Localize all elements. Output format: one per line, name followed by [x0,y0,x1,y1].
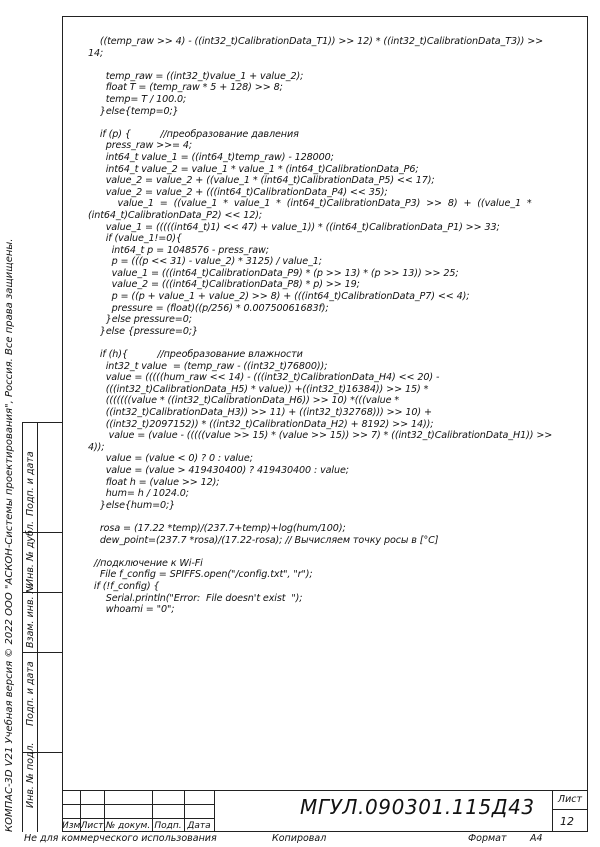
code-line: if (value_1!=0){ [88,233,182,245]
title-block [62,790,588,832]
code-line: //подключение к Wi-Fi [88,557,203,569]
code-line: value = (((((hum_raw << 14) - (((int32_t)CalibrationData_H4) << 20) - [88,372,440,384]
code-line: dew_point=(237.7 *rosa)/(17.22-rosa); // Вычисляем точку росы в [°C] [88,534,439,546]
col-doc: № докум. [105,821,151,831]
col-date: Дата [187,821,211,831]
document-number: МГУЛ.090301.115Д43 [300,795,535,819]
label-vzam-inv: Взам. инв. № [25,583,36,648]
code-line: Serial.println("Error: File doesn't exist "); [88,592,303,604]
code-line: temp= T / 100.0; [88,93,187,105]
code-line: value_2 = value_2 + (((int64_t)CalibrationData_P4) << 35); [88,186,388,198]
code-line: whoami = "0"; [88,604,175,616]
code-line: if (h){ //преобразование влажности [88,349,303,361]
code-line: (((int32_t)CalibrationData_H5) * value)) +((int32_t)16384)) >> 15) * [88,383,429,395]
code-line: }else{hum=0;} [88,499,176,511]
code-line: value_2 = (((int64_t)CalibrationData_P8) * p) >> 19; [88,279,360,291]
sheet-label: Лист [557,794,582,805]
code-line: hum= h / 1024.0; [88,488,189,500]
code-line: }else pressure=0; [88,314,192,326]
code-line: int64_t p = 1048576 - press_raw; [88,244,269,256]
label-inv-podl: Инв. № подл. [25,742,36,808]
col-sign: Подп. [154,821,182,831]
code-line: if (p) { //преобразование давления [88,128,299,140]
code-line: value = (value < 0) ? 0 : value; [88,453,253,465]
code-line: pressure = (float)((p/256) * 0.00750061683f); [88,302,329,314]
footer-noncommercial: Не для коммерческого использования [24,833,217,844]
code-line: int64_t value_1 = ((int64_t)temp_raw) - 128000; [88,151,334,163]
code-line: ((int32_t)2097152)) * ((int32_t)CalibrationData_H2) + 8192) >> 14)); [88,418,434,430]
footer-format-label: Формат [468,833,507,844]
code-line: ((int32_t)CalibrationData_H3)) >> 11) + ((int32_t)32768))) >> 10) + [88,407,432,418]
sheet-number: 12 [560,815,574,828]
strip-divider [37,423,38,832]
code-line: int64_t value_2 = value_1 * value_1 * (int64_t)CalibrationData_P6; [88,163,419,175]
copyright-text: КОМПАС-3D V21 Учебная версия © 2022 ООО "АСКОН-Системы проектирования", Россия. Все права защищены. [4,238,15,832]
code-line: p = ((p + value_1 + value_2) >> 8) + (((int64_t)CalibrationData_P7) << 4); [88,291,470,303]
code-line: int32_t value = (temp_raw - ((int32_t)76800)); [88,360,328,372]
code-listing [88,36,572,616]
footer-copied: Копировал [272,833,327,844]
code-line: rosa = (17.22 *temp)/(237.7+temp)+log(hum/100); [88,522,346,534]
code-line: 14; [88,47,104,59]
col-izm: Изм. [62,821,84,831]
footer-format-value: А4 [530,833,543,844]
code-line: float T = (temp_raw * 5 + 128) >> 8; [88,82,283,94]
code-line: value_1 = (((int64_t)CalibrationData_P9) * (p >> 13) * (p >> 13)) >> 25; [88,267,459,279]
code-line: (int64_t)CalibrationData_P2) << 12); [88,209,263,221]
code-line: value_1 = ((value_1 * value_1 * (int64_t)CalibrationData_P3) >> 8) + ((value_1 * [88,198,532,210]
col-list: Лист [80,821,104,831]
code-line: 4)); [88,441,105,453]
code-line: float h = (value >> 12); [88,476,220,488]
code-line: value = (value > 419430400) ? 419430400 : value; [88,464,349,476]
code-line: ((temp_raw >> 4) - ((int32_t)CalibrationData_T1)) >> 12) * ((int32_t)CalibrationData_T3)) >> [88,36,544,47]
code-line: }else{temp=0;} [88,105,179,117]
code-line: if (!f_config) { [88,580,160,592]
code-line: File f_config = SPIFFS.open("/config.txt", "r"); [88,569,313,581]
code-line: p = (((p << 31) - value_2) * 3125) / value_1; [88,256,322,268]
label-inv-dubl: Инв. № дубл. [25,521,36,586]
code-line: value = (value - (((((value >> 15) * (value >> 15)) >> 7) * ((int32_t)CalibrationData_H1)) >> [88,430,553,442]
code-line: value_1 = (((((int64_t)1) << 47) + value_1)) * ((int64_t)CalibrationData_P1) >> 33; [88,221,500,233]
code-line: value_2 = value_2 + ((value_1 * (int64_t)CalibrationData_P5) << 17); [88,175,435,187]
code-line: }else {pressure=0;} [88,325,198,337]
code-line: temp_raw = ((int32_t)value_1 + value_2); [88,70,304,82]
label-sign-date-2: Подп. и дата [25,661,36,726]
label-sign-date-1: Подп. и дата [25,451,36,516]
code-line: (((((((value * ((int32_t)CalibrationData_H6)) >> 10) *(((value * [88,395,400,407]
code-line: press_raw >>= 4; [88,140,193,152]
